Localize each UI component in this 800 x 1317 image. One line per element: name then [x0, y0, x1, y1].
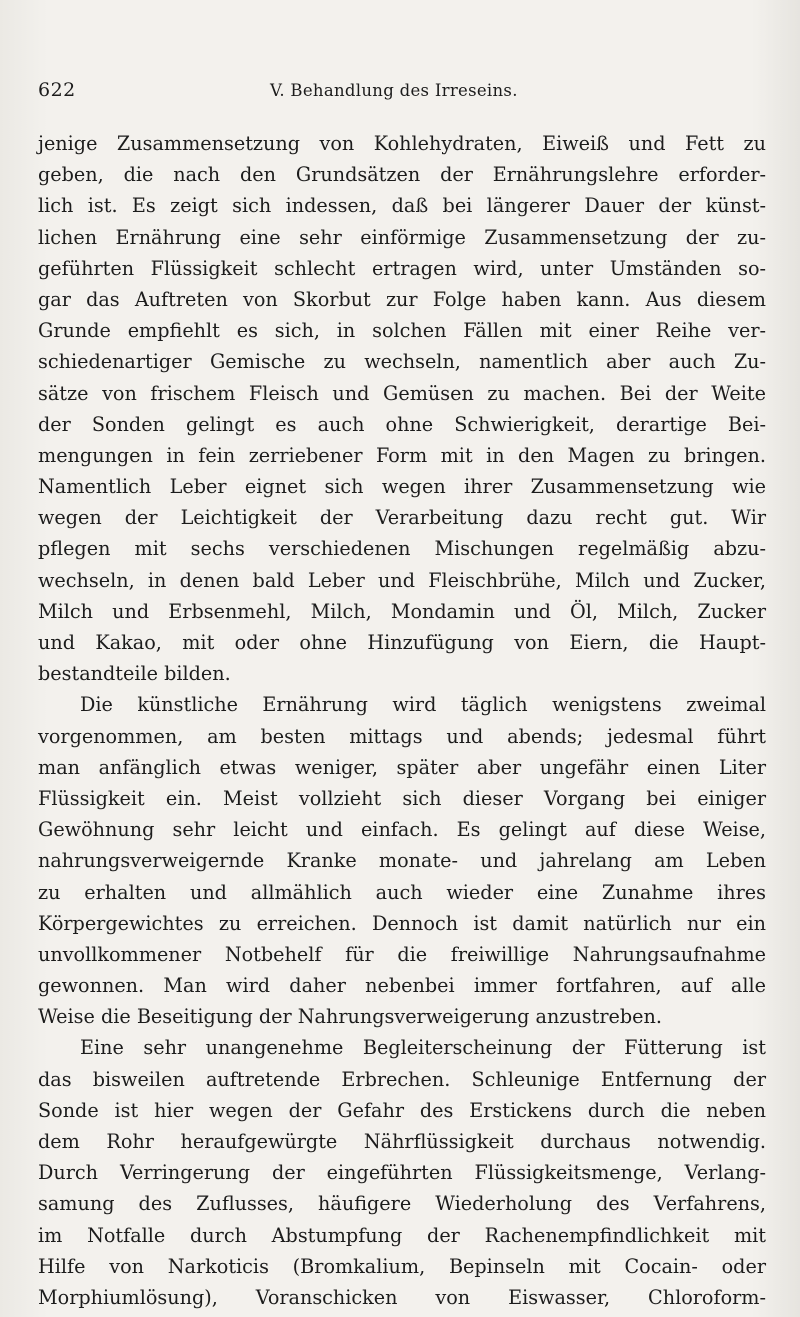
text-line: nahrungsverweigernde Kranke monate- und jahrelang am Leben: [38, 849, 766, 873]
text-line: Durch Verringerung der eingeführten Flüssigkeitsmenge, Verlang-: [38, 1161, 766, 1185]
text-line: wegen der Leichtigkeit der Verarbeitung dazu recht gut. Wir: [38, 506, 766, 530]
paragraph: [38, 128, 766, 689]
text-line: Eine sehr unangenehme Begleiterscheinung der Fütterung ist: [80, 1036, 766, 1060]
text-line: Sonde ist hier wegen der Gefahr des Erstickens durch die neben: [38, 1098, 766, 1122]
text-line: samung des Zuflusses, häufigere Wiederholung des Verfahrens,: [38, 1192, 766, 1216]
text-line: vorgenommen, am besten mittags und abends; jedesmal führt: [38, 724, 766, 748]
text-line: Milch und Erbsenmehl, Milch, Mondamin und Öl, Milch, Zucker: [38, 599, 766, 623]
text-line: wechseln, in denen bald Leber und Fleischbrühe, Milch und Zucker,: [38, 568, 766, 592]
text-line: jenige Zusammensetzung von Kohlehydraten, Eiweiß und Fett zu: [38, 132, 766, 155]
text-line: geben, die nach den Grundsätzen der Ernährungslehre erforder-: [38, 163, 766, 187]
text-line: und Kakao, mit oder ohne Hinzufügung von Eiern, die Haupt-: [38, 631, 766, 654]
page-number: 622: [38, 79, 76, 101]
paragraph: [38, 1032, 766, 1313]
text-line: geführten Flüssigkeit schlecht ertragen wird, unter Umständen so-: [38, 256, 766, 280]
text-line: lichen Ernährung eine sehr einförmige Zusammensetzung der zu-: [38, 225, 766, 249]
text-line: sätze von frischem Fleisch und Gemüsen zu machen. Bei der Weite: [38, 381, 766, 405]
text-line: unvollkommener Notbehelf für die freiwillige Nahrungsaufnahme: [38, 942, 766, 966]
text-line: Morphiumlösung), Voranschicken von Eiswasser, Chloroform-: [38, 1285, 766, 1309]
text-line: dem Rohr heraufgewürgte Nährflüssigkeit durchaus notwendig.: [38, 1130, 766, 1153]
text-line: gar das Auftreten von Skorbut zur Folge haben kann. Aus diesem: [38, 287, 766, 311]
text-line: schiedenartiger Gemische zu wechseln, namentlich aber auch Zu-: [38, 350, 766, 374]
text-line: pflegen mit sechs verschiedenen Mischungen regelmäßig abzu-: [38, 537, 766, 561]
text-line: im Notfalle durch Abstumpfung der Rachenempfindlichkeit mit: [38, 1223, 766, 1247]
text-line: Flüssigkeit ein. Meist vollzieht sich dieser Vorgang bei einiger: [38, 786, 766, 810]
text-line: bestandteile bilden.: [38, 662, 231, 686]
text-line: zu erhalten und allmählich auch wieder eine Zunahme ihres: [38, 880, 766, 904]
page-header: [38, 78, 766, 104]
paragraph: [38, 689, 766, 1032]
text-line: gewonnen. Man wird daher nebenbei immer fortfahren, auf alle: [38, 974, 766, 998]
text-line: Körpergewichtes zu erreichen. Dennoch ist damit natürlich nur ein: [38, 911, 766, 935]
text-line: Hilfe von Narkoticis (Bromkalium, Bepinseln mit Cocain- oder: [38, 1254, 766, 1278]
text-line: man anfänglich etwas weniger, später aber ungefähr einen Liter: [38, 755, 766, 779]
text-line: Gewöhnung sehr leicht und einfach. Es gelingt auf diese Weise,: [38, 818, 766, 842]
text-line: Namentlich Leber eignet sich wegen ihrer Zusammensetzung wie: [38, 475, 766, 499]
text-line: Grunde empfiehlt es sich, in solchen Fällen mit einer Reihe ver-: [38, 319, 766, 343]
text-line: Weise die Beseitigung der Nahrungsverweigerung anzustreben.: [38, 1005, 662, 1029]
text-line: Die künstliche Ernährung wird täglich wenigstens zweimal: [80, 693, 766, 717]
text-line: das bisweilen auftretende Erbrechen. Schleunige Entfernung der: [38, 1067, 766, 1091]
body-text: [38, 128, 766, 1313]
running-head: V. Behandlung des Irreseins.: [270, 81, 518, 100]
text-line: mengungen in fein zerriebener Form mit in den Magen zu bringen.: [38, 443, 766, 467]
text-line: lich ist. Es zeigt sich indessen, daß bei längerer Dauer der künst-: [38, 194, 766, 218]
text-line: der Sonden gelingt es auch ohne Schwierigkeit, derartige Bei-: [38, 412, 766, 436]
